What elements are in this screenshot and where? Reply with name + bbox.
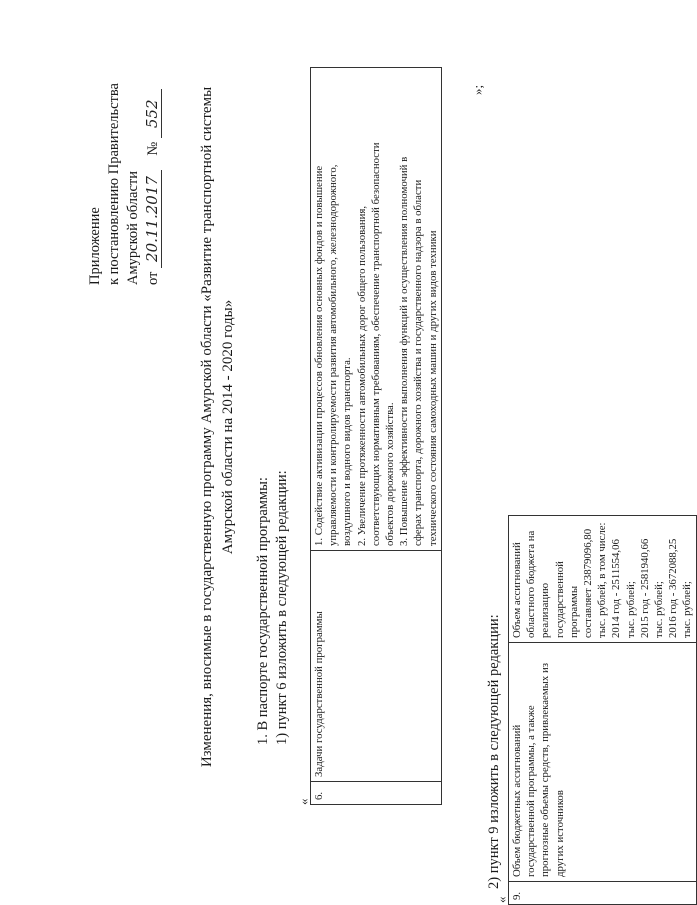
content-line: 3. Повышение эффективности выполнения функций и осуществления полномочий в: [398, 156, 411, 546]
close-quote-1: »;: [470, 84, 485, 95]
section-1-subheading: 1) пункт 6 изложить в следующей редакции:: [274, 470, 290, 745]
content-line: 1. Содействие активизации процессов обновления основных фондов и повышение: [313, 165, 325, 546]
table-row: [311, 68, 442, 805]
row-label: [509, 643, 697, 882]
date-number-line: [143, 83, 163, 285]
content-line: объектов дорожного хозяйства.: [384, 402, 397, 546]
section-1-heading: 1. В паспорте государственной программы:: [255, 477, 271, 745]
label-line: Объем бюджетных ассигнований: [511, 724, 523, 877]
document-title: Изменения, вносимые в государственную программу Амурской области «Развитие транспортной системы Амурской области на 2014 - 2020 годы»: [199, 86, 236, 768]
content-line: воздушного и водного видов транспорта.: [341, 357, 354, 546]
region-line: Амурской области: [125, 171, 141, 285]
section-1-text: [254, 470, 292, 745]
row-number: 6.: [311, 782, 442, 805]
table-row: [509, 516, 697, 905]
content-line: 2015 год - 2581940,66 тыс. рублей;: [638, 538, 666, 638]
open-quote-2: «: [494, 896, 509, 903]
content-line: 2016 год - 3672088,25 тыс. рублей;: [667, 538, 694, 638]
label-line: государственной программы, а также: [525, 705, 538, 877]
content-line: соответствующих нормативным требованиям, обеспечение транспортной безопасности: [369, 142, 382, 546]
content-line: составляет 23879096,80 тыс. рублей, в том числе:: [582, 522, 609, 638]
row-content: [311, 68, 442, 551]
table-item-6: [310, 67, 442, 805]
number-label: №: [145, 141, 161, 156]
approval-block: [86, 83, 163, 285]
open-quote-1: «: [296, 798, 311, 805]
content-line: Объем ассигнований областного бюджета на реализацию государственной программы: [511, 530, 580, 638]
row-content: [509, 516, 697, 643]
table-item-9: [508, 515, 697, 905]
label-line: других источников: [553, 790, 566, 877]
label-line: прогнозные объемы средств, привлекаемых из: [539, 662, 552, 877]
handwritten-date: 20.11.2017: [143, 170, 162, 268]
row-number: 9.: [509, 882, 697, 905]
row-label: Задачи государственной программы: [311, 551, 442, 782]
handwritten-number: 552: [143, 89, 162, 138]
resolution-line: к постановлению Правительства: [106, 83, 122, 285]
date-prefix: от: [145, 271, 161, 285]
content-line: 2014 год - 2511554,06 тыс. рублей;: [610, 539, 637, 638]
content-line: технического состояния самоходных машин и других видов техники: [426, 230, 439, 546]
section-2-subheading: 2) пункт 9 изложить в следующей редакции:: [486, 614, 502, 889]
appendix-label: Приложение: [87, 207, 103, 285]
content-line: сферах транспорта, дорожного хозяйства и государственного надзора в области: [412, 179, 425, 546]
content-line: управляемости и контролируемости развития автомобильного, железнодорожного,: [327, 164, 340, 546]
content-line: 2. Увеличение протяженности автомобильных дорог общего пользования,: [355, 205, 368, 546]
